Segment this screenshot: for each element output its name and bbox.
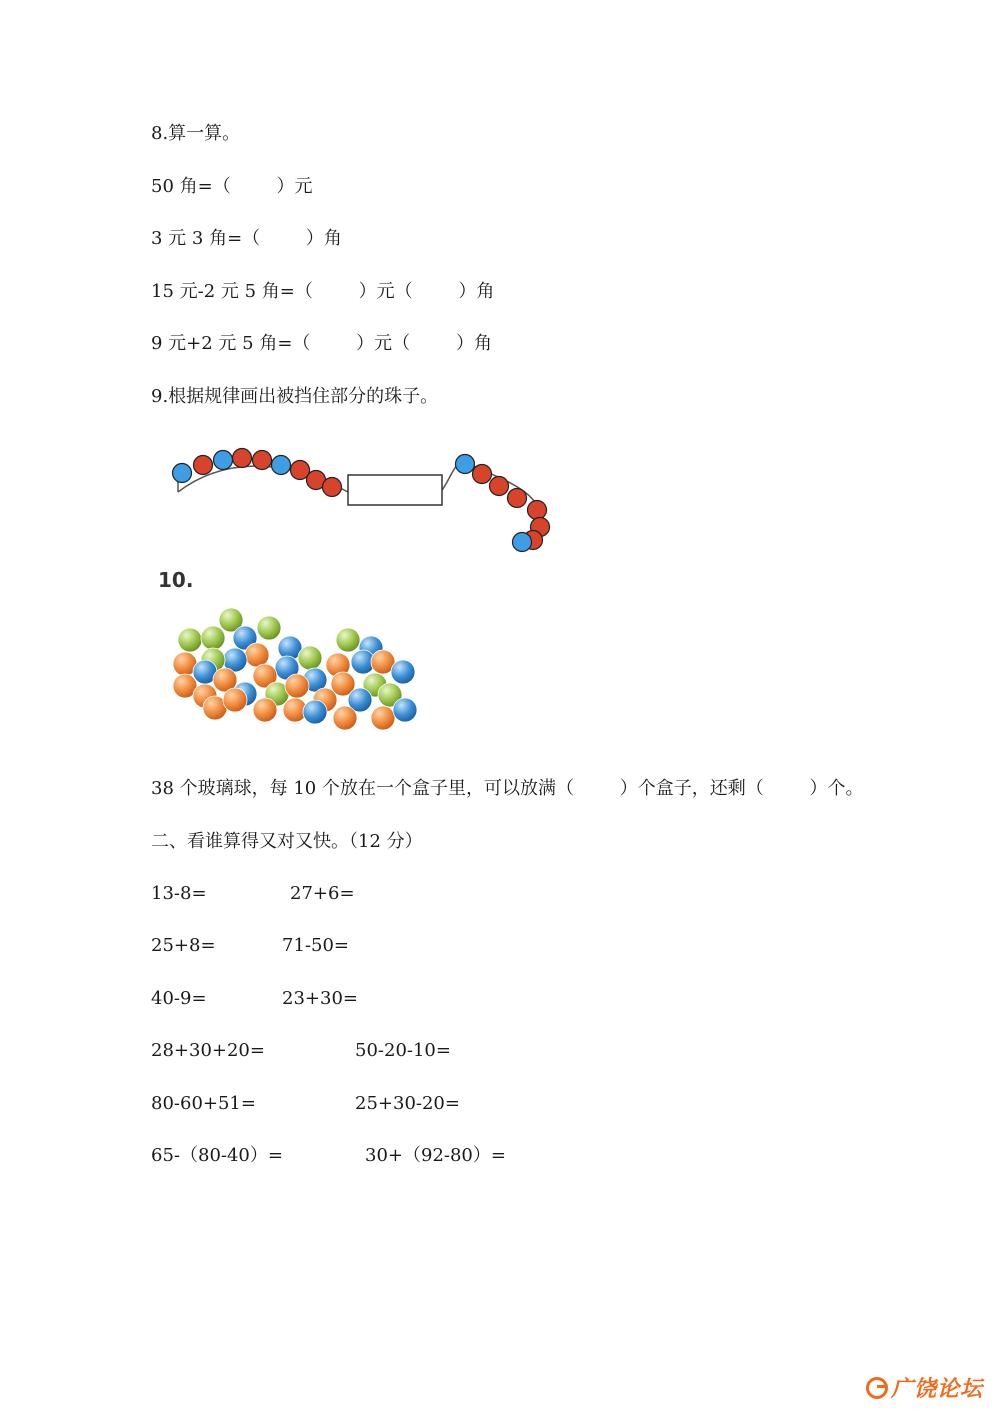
- q8-title: 8.算一算。: [151, 123, 241, 144]
- green-marble: [178, 628, 202, 652]
- orange-marble: [245, 643, 269, 667]
- blue-marble: [393, 698, 417, 722]
- red-bead: [508, 489, 527, 508]
- red-bead: [194, 456, 213, 475]
- red-bead: [253, 451, 272, 470]
- calc-5-right: 25+30-20=: [355, 1093, 460, 1114]
- red-bead: [323, 478, 342, 497]
- calc-1-right: 27+6=: [290, 883, 355, 904]
- orange-marble: [371, 706, 395, 730]
- q8-line-1: 50 角=（ ）元: [151, 176, 313, 197]
- blue-bead: [173, 464, 192, 483]
- orange-marble: [333, 706, 357, 730]
- blue-bead: [272, 456, 291, 475]
- calc-6-right: 30+（92-80）=: [365, 1145, 506, 1166]
- orange-marble: [223, 688, 247, 712]
- marbles-illustration: [165, 600, 425, 745]
- q10-label: 10.: [158, 568, 194, 592]
- blue-bead: [513, 533, 532, 552]
- blue-bead: [456, 455, 475, 474]
- calc-2-left: 25+8=: [151, 935, 216, 956]
- bead-string-illustration: [160, 440, 560, 560]
- blue-marble: [391, 660, 415, 684]
- red-bead: [528, 501, 547, 520]
- calc-3-left: 40-9=: [151, 988, 207, 1009]
- calc-4-left: 28+30+20=: [151, 1040, 265, 1061]
- section2-title: 二、看谁算得又对又快。（12 分）: [151, 831, 423, 852]
- blue-bead: [214, 451, 233, 470]
- calc-2-right: 71-50=: [282, 935, 349, 956]
- cover-box: [348, 475, 442, 505]
- watermark-icon: [866, 1377, 888, 1399]
- q8-line-4: 9 元+2 元 5 角=（ ）元（ ）角: [151, 333, 492, 354]
- calc-5-left: 80-60+51=: [151, 1093, 256, 1114]
- blue-marble: [303, 700, 327, 724]
- calc-6-left: 65-（80-40）=: [151, 1145, 283, 1166]
- q10-text: 38 个玻璃球，每 10 个放在一个盒子里，可以放满（ ）个盒子，还剩（ ）个。: [151, 778, 864, 799]
- q8-line-3: 15 元-2 元 5 角=（ ）元（ ）角: [151, 281, 495, 302]
- q8-line-2: 3 元 3 角=（ ）角: [151, 228, 342, 249]
- green-marble: [336, 628, 360, 652]
- red-bead: [473, 465, 492, 484]
- orange-marble: [285, 674, 309, 698]
- green-marble: [201, 626, 225, 650]
- red-bead: [233, 449, 252, 468]
- orange-marble: [253, 698, 277, 722]
- watermark-logo: [866, 1372, 983, 1403]
- watermark-text: 广饶论坛: [891, 1377, 984, 1402]
- calc-4-right: 50-20-10=: [355, 1040, 451, 1061]
- green-marble: [257, 616, 281, 640]
- q9-title: 9.根据规律画出被挡住部分的珠子。: [151, 386, 439, 407]
- calc-3-right: 23+30=: [282, 988, 358, 1009]
- marble-group: [173, 608, 417, 730]
- green-marble: [298, 646, 322, 670]
- calc-1-left: 13-8=: [151, 883, 207, 904]
- red-bead: [490, 477, 509, 496]
